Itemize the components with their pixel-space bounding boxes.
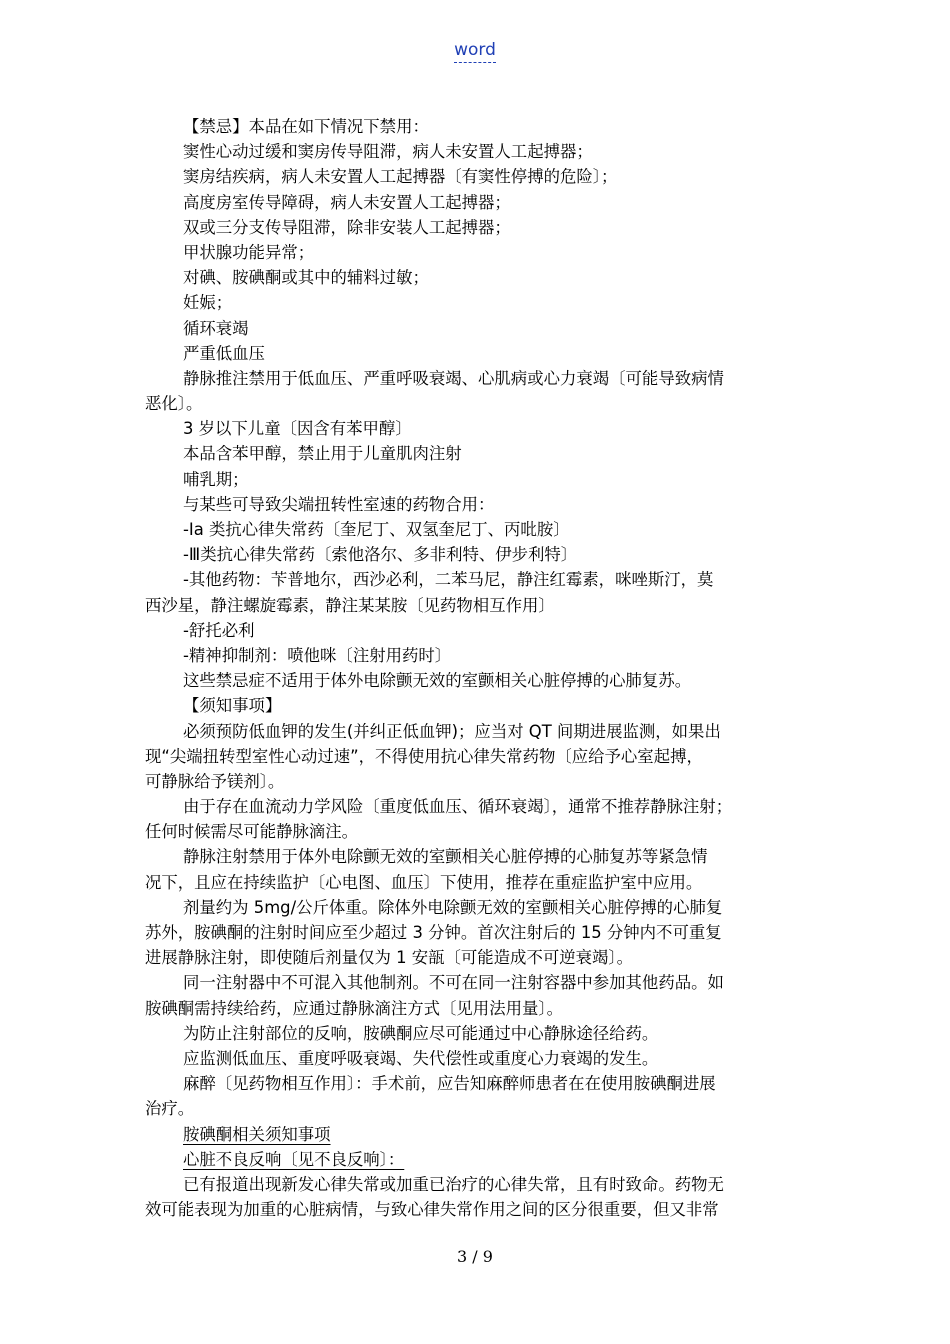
text-line	[145, 316, 805, 341]
page-header	[0, 40, 950, 60]
line-text: 现“尖端扭转型室性心动过速”，不得使用抗心律失常药物〔应给予心室起搏，	[145, 746, 703, 766]
line-text: 严重低血压	[183, 343, 265, 363]
text-line	[145, 844, 805, 869]
text-line	[145, 1021, 805, 1046]
line-text: 与某些可导致尖端扭转性室速的药物合用：	[183, 494, 495, 514]
line-text: 对碘、胺碘酮或其中的辅料过敏；	[183, 268, 429, 288]
text-line	[145, 719, 805, 744]
line-text: 窦性心动过缓和窦房传导阻滞，病人未安置人工起搏器；	[183, 142, 593, 162]
text-line	[145, 744, 805, 769]
section-heading-underlined: 胺碘酮相关须知事项	[183, 1124, 331, 1144]
section-heading-underlined: 心脏不良反响〔见不良反响〕：	[183, 1149, 405, 1169]
line-text: 循环衰竭	[183, 318, 249, 338]
text-line	[145, 643, 805, 668]
text-line	[145, 668, 805, 693]
text-line	[145, 1197, 805, 1222]
text-line	[145, 567, 805, 592]
text-line	[145, 467, 805, 492]
line-text: 这些禁忌症不适用于体外电除颤无效的室颤相关心脏停搏的心肺复苏。	[183, 671, 692, 691]
line-text: 进展静脉注射，即使随后剂量仅为 1 安瓿〔可能造成不可逆衰竭〕。	[145, 948, 633, 968]
line-text: 双或三分支传导阻滞，除非安装人工起搏器；	[183, 217, 511, 237]
text-line	[145, 441, 805, 466]
line-text: 【禁忌】本品在如下情况下禁用：	[183, 117, 429, 136]
text-line	[145, 1147, 805, 1172]
line-text: -舒托必利	[183, 620, 255, 640]
text-line	[145, 945, 805, 970]
line-text: 应监测低血压、重度呼吸衰竭、失代偿性或重度心力衰竭的发生。	[183, 1048, 659, 1068]
line-text: 妊娠；	[183, 293, 233, 313]
text-line	[145, 593, 805, 618]
line-text: 3 岁以下儿童〔因含有苯甲醇〕	[183, 419, 412, 439]
line-text: 甲状腺功能异常；	[183, 242, 315, 262]
text-line	[145, 769, 805, 794]
text-line	[145, 190, 805, 215]
text-line	[145, 341, 805, 366]
text-line	[145, 240, 805, 265]
line-text: 窦房结疾病，病人未安置人工起搏器〔有窦性停搏的危险〕；	[183, 167, 618, 187]
line-text: -Ⅲ类抗心律失常药〔索他洛尔、多非利特、伊步利特〕	[183, 545, 578, 565]
line-text: -精神抑制剂：喷他咪〔注射用药时〕	[183, 645, 452, 665]
line-text: 已有报道出现新发心律失常或加重已治疗的心律失常，且有时致命。药物无	[183, 1174, 724, 1194]
text-line	[145, 215, 805, 240]
document-body	[145, 114, 805, 1222]
text-line	[145, 870, 805, 895]
text-line	[145, 139, 805, 164]
line-text: 同一注射器中不可混入其他制剂。不可在同一注射容器中参加其他药品。如	[183, 973, 724, 993]
text-line	[145, 492, 805, 517]
text-line	[145, 819, 805, 844]
line-text: 任何时候需尽可能静脉滴注。	[145, 822, 359, 842]
line-text: 本品含苯甲醇，禁止用于儿童肌肉注射	[183, 444, 462, 464]
line-text: -Ⅰa 类抗心律失常药〔奎尼丁、双氢奎尼丁、丙吡胺〕	[183, 520, 570, 539]
text-line	[145, 794, 805, 819]
line-text: 必须预防低血钾的发生(并纠正低血钾)；应当对 QT 间期进展监测，如果出	[183, 721, 721, 741]
line-text: 哺乳期；	[183, 469, 249, 489]
line-text: 高度房室传导障碍，病人未安置人工起搏器；	[183, 192, 511, 212]
text-line	[145, 1046, 805, 1071]
line-text: 胺碘酮需持续给药，应通过静脉滴注方式〔见用法用量〕。	[145, 998, 563, 1018]
text-line	[145, 517, 805, 542]
text-line	[145, 1172, 805, 1197]
text-line	[145, 265, 805, 290]
line-text: 况下，且应在持续监护〔心电图、血压〕下使用，推荐在重症监护室中应用。	[145, 872, 703, 892]
line-text: 【须知事项】	[183, 696, 282, 716]
text-line	[145, 920, 805, 945]
text-line	[145, 542, 805, 567]
text-line	[145, 366, 805, 391]
header-word-link[interactable]: word	[454, 40, 496, 63]
text-line	[145, 1096, 805, 1121]
text-line	[145, 164, 805, 189]
text-line	[145, 1122, 805, 1147]
text-line	[145, 970, 805, 995]
text-line	[145, 1071, 805, 1096]
line-text: -其他药物：苄普地尔，西沙必利，二苯马尼，静注红霉素，咪唑斯汀，莫	[183, 570, 714, 590]
text-line	[145, 996, 805, 1021]
line-text: 静脉注射禁用于体外电除颤无效的室颤相关心脏停搏的心肺复苏等紧急情	[183, 847, 708, 867]
line-text: 西沙星，静注螺旋霉素，静注某某胺〔见药物相互作用〕	[145, 595, 555, 615]
line-text: 静脉推注禁用于低血压、严重呼吸衰竭、心肌病或心力衰竭〔可能导致病情	[183, 368, 724, 388]
line-text: 可静脉给予镁剂〕。	[145, 771, 285, 791]
text-line	[145, 618, 805, 643]
text-line	[145, 391, 805, 416]
text-line	[145, 693, 805, 718]
line-text: 麻醉〔见药物相互作用〕：手术前，应告知麻醉师患者在在使用胺碘酮进展	[183, 1074, 716, 1094]
text-line	[145, 290, 805, 315]
line-text: 为防止注射部位的反响，胺碘酮应尽可能通过中心静脉途径给药。	[183, 1023, 659, 1043]
line-text: 剂量约为 5mg/公斤体重。除体外电除颤无效的室颤相关心脏停搏的心肺复	[183, 897, 723, 917]
line-text: 苏外，胺碘酮的注射时间应至少超过 3 分钟。首次注射后的 15 分钟内不可重复	[145, 923, 722, 942]
line-text: 治疗。	[145, 1099, 195, 1119]
line-text: 由于存在血流动力学风险〔重度低血压、循环衰竭〕，通常不推荐静脉注射；	[183, 797, 733, 817]
text-line	[145, 895, 805, 920]
page-number: 3 / 9	[457, 1247, 493, 1266]
line-text: 恶化〕。	[145, 394, 203, 414]
text-line	[145, 114, 805, 139]
text-line	[145, 416, 805, 441]
line-text: 效可能表现为加重的心脏病情，与致心律失常作用之间的区分很重要，但又非常	[145, 1200, 719, 1220]
